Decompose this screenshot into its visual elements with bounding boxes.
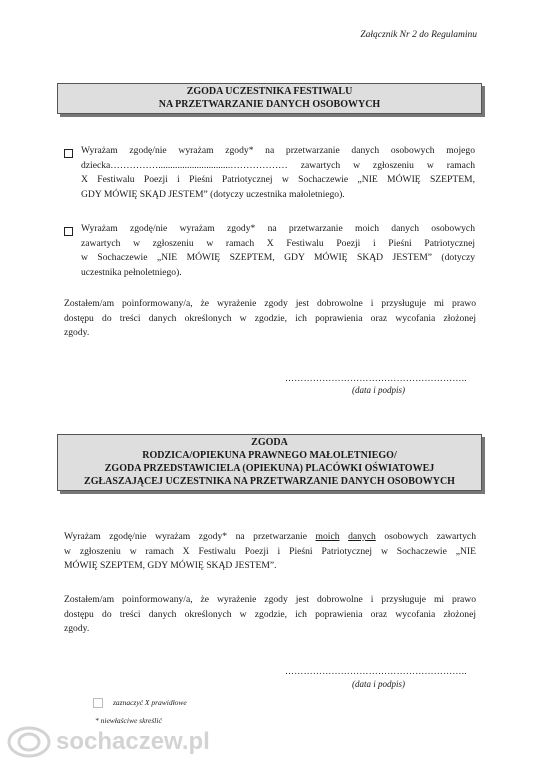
- text-segment: [340, 531, 349, 542]
- text-line: X Festiwalu Poezji i Pieśni Patriotycznej w Sochaczewie „NIE MÓWIĘ SZEPTEM,: [81, 174, 475, 185]
- watermark-logo-icon: [6, 725, 52, 759]
- consent-minor-checkbox[interactable]: [64, 149, 73, 158]
- text-line: dziecka……………..............................……………… zawartych w zgłoszeniu w ramach: [81, 159, 475, 171]
- consent-minor-text: [81, 144, 475, 202]
- section1-signature-label: (data i podpis): [352, 385, 405, 395]
- text-line: MÓWIĘ SZEPTEM, GDY MÓWIĘ SKĄD JESTEM”.: [64, 560, 277, 571]
- underlined-word: danych: [348, 531, 376, 542]
- text-segment: Wyrażam zgodę/nie wyrażam zgody* na przetwarzanie: [64, 531, 316, 542]
- section2-signature-line[interactable]: …………………………………………………..: [285, 666, 467, 676]
- text-line: uczestnika pełnoletniego).: [81, 266, 182, 278]
- underlined-word: moich: [315, 531, 340, 542]
- section1-title-box: [57, 83, 482, 114]
- section2-consent-text: [64, 530, 476, 574]
- checkbox-legend-note: zaznaczyć X prawidłowe: [113, 698, 187, 707]
- text-line: dostępu do treści danych określonych w zgodzie, ich poprawienia oraz wycofania złożonej: [64, 608, 476, 620]
- section2-title-line: ZGŁASZAJĄCEJ UCZESTNIKA NA PRZETWARZANIE DANYCH OSOBOWYCH: [84, 476, 455, 487]
- text-line: w zgłoszeniu w ramach X Festiwalu Poezji i Pieśni Patriotycznej w Sochaczewie „NIE: [64, 545, 476, 557]
- text-line: Wyrażam zgodę/nie wyrażam zgody* na przetwarzanie moich danych osobowych: [81, 223, 475, 234]
- section2-title-line: ZGODA: [251, 437, 288, 448]
- watermark-text: sochaczew.pl: [56, 728, 210, 755]
- consent-adult-checkbox[interactable]: [64, 227, 73, 236]
- consent-adult-text: [81, 222, 475, 280]
- section1-title-line: NA PRZETWARZANIE DANYCH OSOBOWYCH: [158, 99, 381, 110]
- text-line: zgody.: [64, 327, 90, 338]
- text-line: [64, 530, 476, 545]
- section2-title-line: ZGODA PRZEDSTAWICIELA (OPIEKUNA) PLACÓWKI OŚWIATOWEJ: [104, 463, 435, 474]
- text-line: zawartych w zgłoszeniu w ramach X Festiwalu Poezji i Pieśni Patriotycznej: [81, 237, 475, 249]
- text-line: Wyrażam zgodę/nie wyrażam zgody* na przetwarzanie danych osobowych mojego: [81, 145, 475, 156]
- section1-info-text: [64, 297, 476, 341]
- section1-signature-line[interactable]: …………………………………………………..: [285, 373, 467, 383]
- annex-header: Załącznik Nr 2 do Regulaminu: [360, 30, 477, 40]
- section2-signature-label: (data i podpis): [352, 679, 405, 689]
- text-line: GDY MÓWIĘ SKĄD JESTEM” (dotyczy uczestnika małoletniego).: [81, 188, 345, 200]
- watermark: [6, 722, 246, 762]
- text-line: dostępu do treści danych określonych w zgodzie, ich poprawienia oraz wycofania złożonej: [64, 312, 476, 324]
- text-line: w Sochaczewie „NIE MÓWIĘ SZEPTEM, GDY MÓWIĘ SKĄD JESTEM” (dotyczy: [81, 252, 475, 263]
- text-segment: osobowych zawartych: [375, 531, 476, 542]
- section2-title-box: [57, 434, 482, 491]
- section2-title-line: RODZICA/OPIEKUNA PRAWNEGO MAŁOLETNIEGO/: [142, 450, 397, 461]
- section1-title-line: ZGODA UCZESTNIKA FESTIWALU: [186, 86, 353, 97]
- text-line: Zostałem/am poinformowany/a, że wyrażenie zgody jest dobrowolne i przysługuje mi prawo: [64, 298, 476, 309]
- asterisk-note: * niewłaściwe skreślić: [95, 716, 162, 725]
- text-line: zgody.: [64, 623, 90, 634]
- legend-checkbox-icon: [93, 698, 103, 708]
- section2-info-text: [64, 593, 476, 637]
- text-line: Zostałem/am poinformowany/a, że wyrażenie zgody jest dobrowolne i przysługuje mi prawo: [64, 594, 476, 605]
